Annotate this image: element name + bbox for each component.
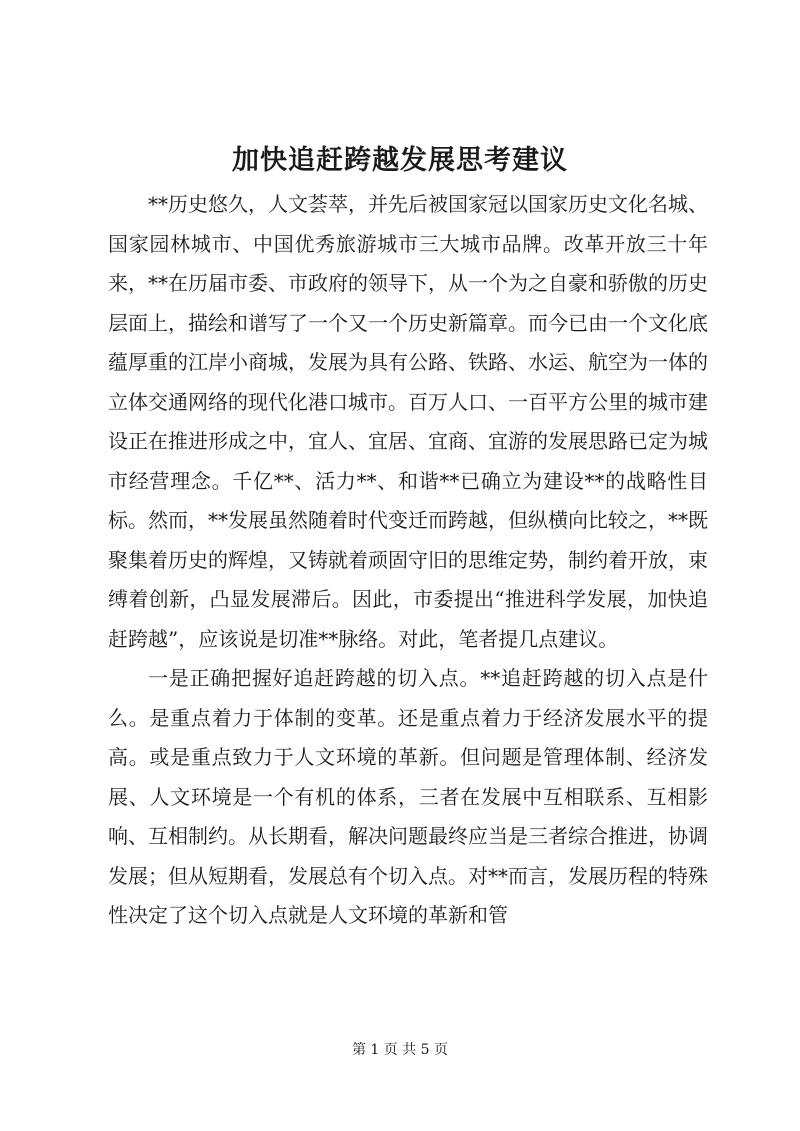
paragraph-intro: **历史悠久，人文荟萃，并先后被国家冠以国家历史文化名城、国家园林城市、中国优秀旅游城市三大城市品牌。改革开放三十年来，**在历届市委、市政府的领导下，从一个为之自豪和骄傲的历史层面上，描绘和谱写了一个又一个历史新篇章。而今已由一个文化底蕴厚重的江岸小商城，发展为具有公路、铁路、水运、航空为一体的立体交通网络的现代化港口城市。百万人口、一百平方公里的城市建设正在推进形成之中，宜人、宜居、宜商、宜游的发展思路已定为城市经营理念。千亿**、活力**、和谐**已确立为建设**的战略性目标。然而，**发展虽然随着时代变迁而跨越，但纵横向比较之，**既聚集着历史的辉煌，又铸就着顽固守旧的思维定势，制约着开放，束缚着创新，凸显发展滞后。因此，市委提出“推进科学发展，加快追赶跨越”，应该说是切准**脉络。对此，笔者提几点建议。 [108, 192, 708, 651]
document-title: 加快追赶跨越发展思考建议 [232, 145, 568, 176]
page-footer: 第 1 页 共 5 页 [351, 1042, 449, 1058]
document-body [108, 185, 708, 936]
paragraph-point-one: 一是正确把握好追赶跨越的切入点。**追赶跨越的切入点是什么。是重点着力于体制的变革。还是重点着力于经济发展水平的提高。或是重点致力于人文环境的革新。但问题是管理体制、经济发展、人文环境是一个有机的体系，三者在发展中互相联系、互相影响、互相制约。从长期看，解决问题最终应当是三者综合推进，协调发展；但从短期看，发展总有个切入点。对**而言，发展历程的特殊性决定了这个切入点就是人文环境的革新和管 [108, 666, 708, 927]
